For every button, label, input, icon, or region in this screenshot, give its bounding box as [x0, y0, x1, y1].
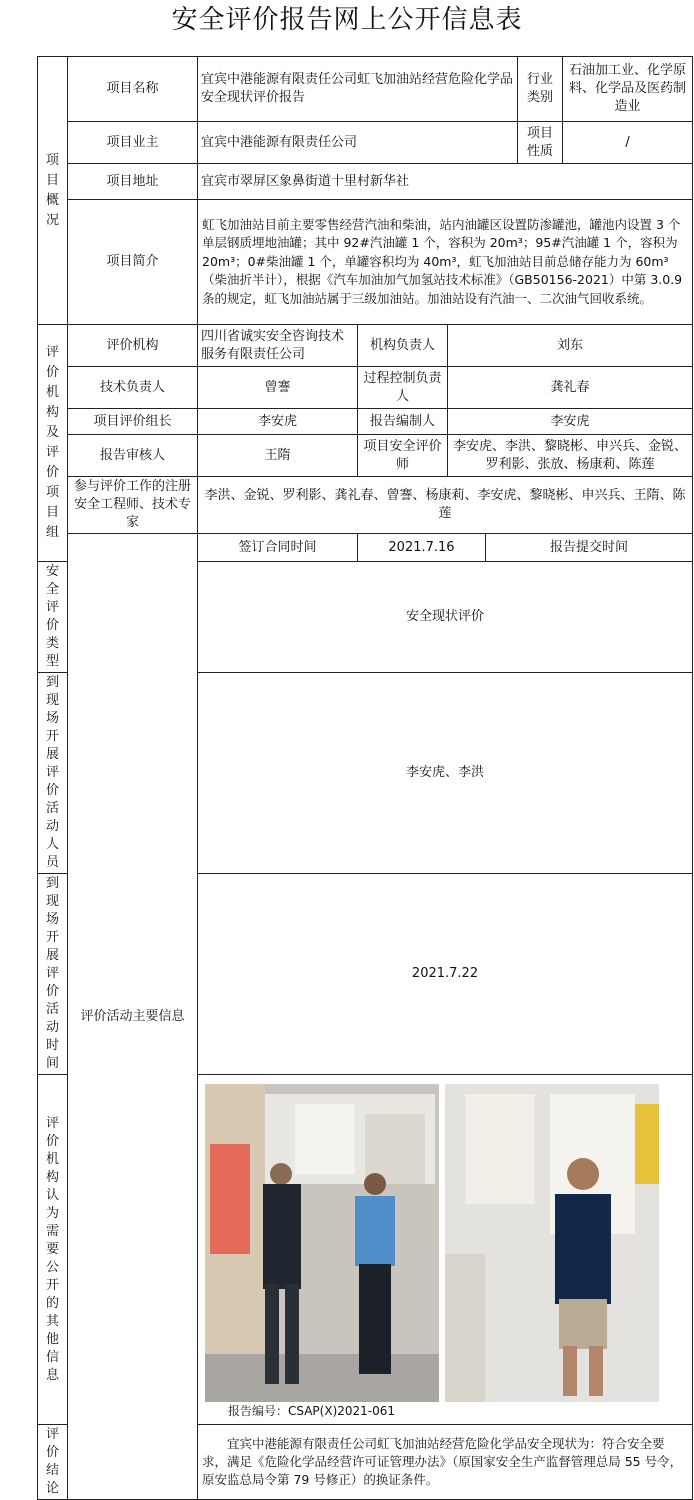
contract-label: 签订合同时间: [198, 534, 358, 562]
head-label: 机构负责人: [358, 325, 448, 367]
reviewer-value: 王隋: [198, 435, 358, 477]
owner-label: 项目业主: [68, 122, 198, 164]
leader-label: 项目评价组长: [68, 409, 198, 435]
staff-value: 李安虎、李洪: [198, 673, 693, 874]
section-agency-label: 评价机构及评价项目组: [38, 325, 68, 562]
project-name-label: 项目名称: [68, 57, 198, 122]
nature-value: /: [563, 122, 693, 164]
photos-area: [198, 1080, 692, 1420]
submit-label: 报告提交时间: [486, 534, 693, 562]
assessors-value: 李安虎、李洪、黎晓彬、申兴兵、金锐、罗利影、张放、杨康莉、陈莲: [448, 435, 693, 477]
site-photo-right-image: [445, 1084, 659, 1402]
section-overview-label: 项目概况: [38, 57, 68, 325]
editor-value: 李安虎: [448, 409, 693, 435]
staff-label: 到现场开展评价活动人员: [38, 673, 68, 874]
conclusion-value: 宜宾中港能源有限责任公司虹飞加油站经营危险化学品安全现状为：符合安全要求，满足《危险化学品经营许可证管理办法》（原国家安全生产监督管理总局 55 号令，原安监总局令第 79 号修正）的换证条件。: [198, 1425, 693, 1500]
assessors-label: 项目安全评价师: [358, 435, 448, 477]
process-label: 过程控制负责人: [358, 367, 448, 409]
experts-label: 参与评价工作的注册安全工程师、技术专家: [68, 477, 198, 534]
address-label: 项目地址: [68, 164, 198, 200]
org-value: 四川省诚实安全咨询技术服务有限责任公司: [198, 325, 358, 367]
industry-value: 石油加工业、化学原料、化学品及医药制造业: [563, 57, 693, 122]
industry-label: 行业类别: [518, 57, 563, 122]
editor-label: 报告编制人: [358, 409, 448, 435]
experts-value: 李洪、金锐、罗利影、龚礼春、曾謇、杨康莉、李安虎、黎晓彬、申兴兵、王隋、陈莲: [198, 477, 693, 534]
section-activity-label: 评价活动主要信息: [68, 534, 198, 1500]
tech-label: 技术负责人: [68, 367, 198, 409]
report-number: 报告编号：CSAP(X)2021-061: [228, 1403, 396, 1418]
nature-label: 项目性质: [518, 122, 563, 164]
info-table: [37, 56, 693, 1500]
site-photo-left: [205, 1084, 439, 1402]
org-label: 评价机构: [68, 325, 198, 367]
intro-value: 虹飞加油站目前主要零售经营汽油和柴油，站内油罐区设置防渗罐池，罐池内设置 3 个单层钢质埋地油罐；其中 92#汽油罐 1 个，容积为 20m³；95#汽油罐 1 个，容积为 20m³；0#柴油罐 1 个，单罐容积均为 40m³，虹飞加油站目前总储存能力为 60m³（柴油折半计），根据《汽车加油加气加氢站技术标准》（GB50156-2021）中第 3.0.9 条的规定，虹飞加油站属于三级加油站。加油站设有汽油一、二次油气回收系统。: [198, 200, 693, 325]
contract-value: 2021.7.16: [358, 534, 486, 562]
reviewer-label: 报告审核人: [68, 435, 198, 477]
page-title: 安全评价报告网上公开信息表: [171, 5, 523, 35]
leader-value: 李安虎: [198, 409, 358, 435]
process-value: 龚礼春: [448, 367, 693, 409]
project-name: 宜宾中港能源有限责任公司虹飞加油站经营危险化学品安全现状评价报告: [198, 57, 518, 122]
type-label: 安全评价类型: [38, 562, 68, 673]
head-value: 刘东: [448, 325, 693, 367]
site-photo-left-image: [205, 1084, 439, 1402]
owner-value: 宜宾中港能源有限责任公司: [198, 122, 518, 164]
time-label: 到现场开展评价活动时间: [38, 874, 68, 1075]
site-photo-right: [445, 1084, 659, 1402]
tech-value: 曾謇: [198, 367, 358, 409]
address-value: 宜宾市翠屏区象鼻街道十里村新华社: [198, 164, 693, 200]
time-value: 2021.7.22: [198, 874, 693, 1075]
type-value: 安全现状评价: [198, 562, 693, 673]
other-label: 评价机构认为需要公开的其他信息: [38, 1075, 68, 1425]
photos-cell: [198, 1075, 693, 1425]
conclusion-label: 评价结论: [38, 1425, 68, 1500]
intro-label: 项目简介: [68, 200, 198, 325]
